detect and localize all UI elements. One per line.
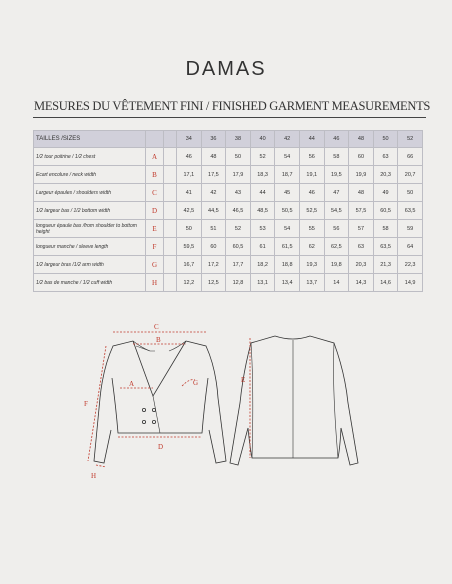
measurement-value: 16,7 <box>177 256 202 274</box>
table-row <box>34 202 423 220</box>
measurement-value: 12,8 <box>226 274 251 292</box>
measurement-value: 57 <box>349 220 374 238</box>
measurement-value: 57,5 <box>349 202 374 220</box>
measurement-value: 63 <box>373 148 398 166</box>
measurement-label: Largeur épaules / shoulders width <box>34 184 146 202</box>
label-e: E <box>241 376 246 384</box>
gap-header-cell <box>164 131 177 148</box>
measurement-value: 17,5 <box>201 166 226 184</box>
size-header-cell: 46 <box>324 131 349 148</box>
measurement-value: 12,5 <box>201 274 226 292</box>
label-b: B <box>156 336 161 344</box>
size-header-cell: 42 <box>275 131 300 148</box>
measurement-value: 19,8 <box>324 256 349 274</box>
measurement-value: 60,5 <box>226 238 251 256</box>
table-row <box>34 256 423 274</box>
measurement-value: 54 <box>275 220 300 238</box>
spacer-cell <box>164 238 177 256</box>
measurement-value: 49 <box>373 184 398 202</box>
measurement-value: 52 <box>250 148 275 166</box>
size-header-cell: 40 <box>250 131 275 148</box>
measurement-label: longueur épaule bas /from shoulder to bottom height <box>34 220 146 238</box>
label-h: H <box>91 472 97 480</box>
measurement-value: 14 <box>324 274 349 292</box>
size-header-cell: 50 <box>373 131 398 148</box>
measure-line-f <box>88 346 106 461</box>
size-header-row <box>34 131 423 148</box>
size-header-cell: 44 <box>299 131 324 148</box>
measurement-value: 60 <box>349 148 374 166</box>
label-a: A <box>129 380 135 388</box>
table-row <box>34 238 423 256</box>
measurement-key: A <box>146 148 164 166</box>
measurement-value: 19,5 <box>324 166 349 184</box>
size-header-cell: 52 <box>398 131 423 148</box>
size-table <box>33 130 423 292</box>
measure-lines <box>88 332 250 467</box>
measurement-value: 56 <box>299 148 324 166</box>
measurement-value: 17,9 <box>226 166 251 184</box>
measurement-value: 13,7 <box>299 274 324 292</box>
measurement-value: 20,3 <box>373 166 398 184</box>
measurement-value: 52 <box>226 220 251 238</box>
measurement-key: F <box>146 238 164 256</box>
measurement-value: 50,5 <box>275 202 300 220</box>
measurement-label: Ecart encolure / neck width <box>34 166 146 184</box>
brand-logo: DAMAS <box>185 58 267 80</box>
measurement-key: B <box>146 166 164 184</box>
measurement-key: H <box>146 274 164 292</box>
measure-line-h <box>96 465 106 467</box>
measurement-value: 17,2 <box>201 256 226 274</box>
measurement-value: 18,2 <box>250 256 275 274</box>
measurement-value: 44,5 <box>201 202 226 220</box>
measurement-value: 19,3 <box>299 256 324 274</box>
table-row <box>34 274 423 292</box>
measurement-value: 53 <box>250 220 275 238</box>
measurement-value: 45 <box>275 184 300 202</box>
measurement-value: 48 <box>349 184 374 202</box>
measurement-value: 17,1 <box>177 166 202 184</box>
heading-underline <box>33 117 426 118</box>
measurement-value: 14,6 <box>373 274 398 292</box>
measurement-value: 20,7 <box>398 166 423 184</box>
measurement-value: 59,5 <box>177 238 202 256</box>
spacer-cell <box>164 202 177 220</box>
measurement-value: 19,9 <box>349 166 374 184</box>
measurement-value: 41 <box>177 184 202 202</box>
measurement-label: 1/2 bas de manche / 1/2 cuff width <box>34 274 146 292</box>
measurement-label: 1/2 largeur bras /1/2 arm width <box>34 256 146 274</box>
measurement-value: 18,8 <box>275 256 300 274</box>
measurement-value: 58 <box>324 148 349 166</box>
measurement-value: 14,3 <box>349 274 374 292</box>
measurement-value: 55 <box>299 220 324 238</box>
measurement-value: 19,1 <box>299 166 324 184</box>
measurement-value: 46 <box>299 184 324 202</box>
spacer-cell <box>164 148 177 166</box>
spacer-cell <box>164 220 177 238</box>
measurement-key: C <box>146 184 164 202</box>
label-d: D <box>158 443 164 451</box>
measurement-value: 63 <box>349 238 374 256</box>
size-header-cell: 38 <box>226 131 251 148</box>
size-header-cell: 36 <box>201 131 226 148</box>
label-g: G <box>193 379 199 387</box>
measurement-value: 64 <box>398 238 423 256</box>
table-row <box>34 166 423 184</box>
measurement-value: 52,5 <box>299 202 324 220</box>
measurement-value: 46,5 <box>226 202 251 220</box>
measurement-value: 66 <box>398 148 423 166</box>
measurement-value: 50 <box>398 184 423 202</box>
measurement-value: 58 <box>373 220 398 238</box>
measurement-value: 42 <box>201 184 226 202</box>
measurement-key: E <box>146 220 164 238</box>
measurement-value: 42,5 <box>177 202 202 220</box>
measurement-value: 61,5 <box>275 238 300 256</box>
measurement-value: 20,3 <box>349 256 374 274</box>
spacer-cell <box>164 166 177 184</box>
measurement-value: 14,9 <box>398 274 423 292</box>
measurement-value: 63,5 <box>373 238 398 256</box>
measurement-value: 12,2 <box>177 274 202 292</box>
label-f: F <box>84 400 88 408</box>
measurement-value: 56 <box>324 220 349 238</box>
measurement-value: 43 <box>226 184 251 202</box>
spacer-cell <box>164 256 177 274</box>
measurement-value: 17,7 <box>226 256 251 274</box>
measurement-value: 46 <box>177 148 202 166</box>
measurement-value: 62 <box>299 238 324 256</box>
measurement-value: 18,3 <box>250 166 275 184</box>
back-jacket-outline <box>230 336 358 465</box>
label-c: C <box>154 323 159 331</box>
measurement-value: 51 <box>201 220 226 238</box>
measurement-value: 60,5 <box>373 202 398 220</box>
measurement-value: 63,5 <box>398 202 423 220</box>
measurement-value: 47 <box>324 184 349 202</box>
measurement-key: G <box>146 256 164 274</box>
spacer-cell <box>164 184 177 202</box>
measurement-value: 48,5 <box>250 202 275 220</box>
table-row <box>34 184 423 202</box>
table-row <box>34 220 423 238</box>
measurement-value: 21,3 <box>373 256 398 274</box>
measurement-value: 50 <box>177 220 202 238</box>
sizes-header-label: TAILLES /SIZES <box>34 131 146 148</box>
measurement-value: 54 <box>275 148 300 166</box>
garment-diagram <box>78 318 378 488</box>
measurement-value: 13,4 <box>275 274 300 292</box>
page-heading: MESURES DU VÊTEMENT FINI / FINISHED GARMENT MEASUREMENTS <box>34 99 431 113</box>
table-row <box>34 148 423 166</box>
measurement-label: 1/2 largeur bas / 1/2 bottom width <box>34 202 146 220</box>
measurement-value: 60 <box>201 238 226 256</box>
measurement-value: 22,3 <box>398 256 423 274</box>
measurement-label: longueur manche / sleeve length <box>34 238 146 256</box>
size-header-cell: 34 <box>177 131 202 148</box>
size-header-cell: 48 <box>349 131 374 148</box>
measurement-key: D <box>146 202 164 220</box>
measurement-value: 48 <box>201 148 226 166</box>
measurement-label: 1/2 tour poitrine / 1/2 chest <box>34 148 146 166</box>
measurement-value: 54,5 <box>324 202 349 220</box>
measure-labels <box>84 323 245 480</box>
measurement-value: 50 <box>226 148 251 166</box>
key-header-cell <box>146 131 164 148</box>
measurement-value: 62,5 <box>324 238 349 256</box>
measurement-value: 59 <box>398 220 423 238</box>
measurement-value: 61 <box>250 238 275 256</box>
measurement-value: 44 <box>250 184 275 202</box>
spacer-cell <box>164 274 177 292</box>
measurement-value: 18,7 <box>275 166 300 184</box>
measurement-value: 13,1 <box>250 274 275 292</box>
